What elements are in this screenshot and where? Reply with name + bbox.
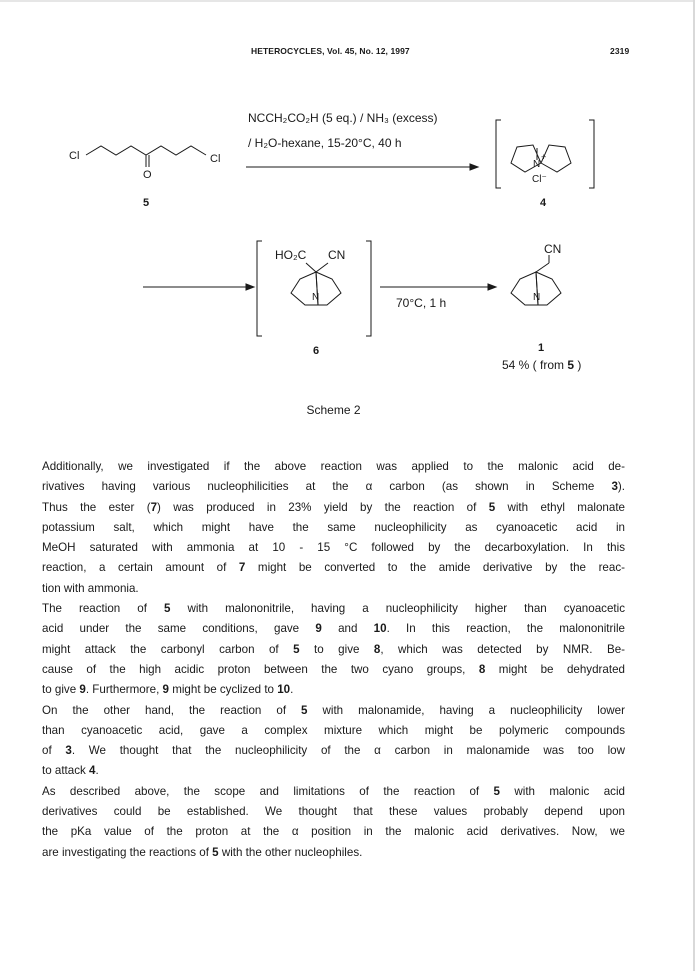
compound-4-positive-charge: + (541, 152, 547, 162)
scheme-caption (0, 403, 695, 417)
scheme-drawing (0, 100, 695, 400)
paragraph-1-line: MeOH saturated with ammonia at 10 - 15 °C followed by the decarboxylation. In this (42, 541, 625, 555)
compound-5-right-chlorine: Cl (210, 153, 221, 165)
arrow-2-head (246, 284, 254, 290)
journal-citation: HETEROCYCLES, Vol. 45, No. 12, 1997 (251, 46, 410, 56)
paragraph-4-line: are investigating the reactions of 5 with the other nucleophiles. (42, 845, 363, 859)
reaction-scheme (0, 100, 695, 430)
arrow-3-head (488, 284, 496, 290)
article-body (42, 457, 625, 863)
paragraph-2-line: acid under the same conditions, gave 9 and 10. In this reaction, the malononitrile (42, 622, 625, 636)
bracket-6-left (257, 241, 262, 336)
paragraph-1-line: rivatives having various nucleophilicities at the α carbon (as shown in Scheme 3). (42, 480, 625, 494)
paragraph-1-line: potassium salt, which might have the same nucleophilicity as cyanoacetic acid in (42, 520, 625, 534)
product-1-yield (502, 358, 581, 372)
yield-suffix: ) (574, 358, 582, 372)
page-number: 2319 (610, 46, 630, 56)
product-1-nitrile: CN (544, 242, 562, 256)
paragraph-3-line: On the other hand, the reaction of 5 with malonamide, having a nucleophilicity lower (42, 703, 625, 717)
compound-4-nitrogen: N (533, 159, 541, 170)
paragraph-2-line: to give 9. Furthermore, 9 might be cyclized to 10. (42, 683, 294, 697)
compound-6-number: 6 (313, 345, 320, 357)
compound-5-number: 5 (143, 197, 150, 209)
product-1-nitrogen: N (533, 292, 541, 303)
paragraph-2 (42, 599, 625, 700)
bracket-6-right (366, 241, 371, 336)
compound-6-bond-cn (316, 263, 328, 272)
paragraph-4 (42, 782, 625, 863)
compound-6-nitrile: CN (328, 248, 346, 262)
paragraph-2-line: might attack the carbonyl carbon of 5 to give 8, which was detected by NMR. Be- (42, 642, 625, 656)
compound-6-ring-right (316, 272, 341, 305)
paragraph-4-line: As described above, the scope and limitations of the reaction of 5 with malonic acid (42, 784, 625, 798)
bracket-4-right (589, 120, 594, 188)
paragraph-3 (42, 701, 625, 782)
compound-5-left-chlorine: Cl (69, 150, 80, 162)
step-2-conditions: 70°C, 1 h (396, 296, 447, 310)
paragraph-4-line: the pKa value of the proton at the α position in the malonic acid derivatives. Now, we (42, 825, 625, 839)
compound-6-bond-co2h (306, 263, 316, 272)
bracket-4-left (496, 120, 501, 188)
arrow-1-head (470, 164, 478, 170)
compound-6-carboxylic-acid: HO₂C (275, 248, 307, 262)
product-1-bond-ch2 (536, 263, 549, 272)
paragraph-1-line: reaction, a certain amount of 7 might be converted to the amide derivative by the reac- (42, 561, 625, 575)
paragraph-4-line: derivatives could be established. We thought that these values probably depend upon (42, 805, 625, 819)
paragraph-3-line: than cyanoacetic acid, gave a complex mixture which might be polymeric compounds (42, 723, 625, 737)
paragraph-1-line: Additionally, we investigated if the above reaction was applied to the malonic acid de- (42, 460, 625, 473)
paragraph-1-line: Thus the ester (7) was produced in 23% yield by the reaction of 5 with ethyl malonate (42, 500, 625, 514)
compound-6-nitrogen: N (312, 292, 320, 303)
page-top-edge (0, 0, 695, 2)
page-header (0, 46, 695, 60)
compound-4-counterion: Cl⁻ (532, 174, 547, 185)
compound-5-chain (86, 146, 206, 155)
paragraph-2-line: cause of the high acidic proton between the two cyano groups, 8 might be dehydrated (42, 662, 625, 676)
reagents-line-2: / H₂O-hexane, 15-20°C, 40 h (248, 136, 402, 150)
paragraph-3-line: to attack 4. (42, 764, 99, 778)
yield-prefix: 54 % ( from (502, 358, 568, 372)
paragraph-2-line: The reaction of 5 with malononitrile, having a nucleophilicity higher than cyanoacetic (42, 602, 625, 616)
paragraph-1 (42, 457, 625, 599)
reagents-line-1: NCCH₂CO₂H (5 eq.) / NH₃ (excess) (248, 111, 438, 125)
paragraph-3-line: of 3. We thought that the nucleophilicity of the α carbon in malonamide was too low (42, 744, 625, 758)
compound-4-number: 4 (540, 197, 547, 209)
scheme-caption-text: Scheme 2 (306, 403, 361, 417)
yield-reference-compound: 5 (567, 358, 575, 372)
compound-5-oxygen: O (143, 169, 152, 181)
paragraph-1-line: tion with ammonia. (42, 581, 139, 595)
product-1-number: 1 (538, 342, 545, 354)
